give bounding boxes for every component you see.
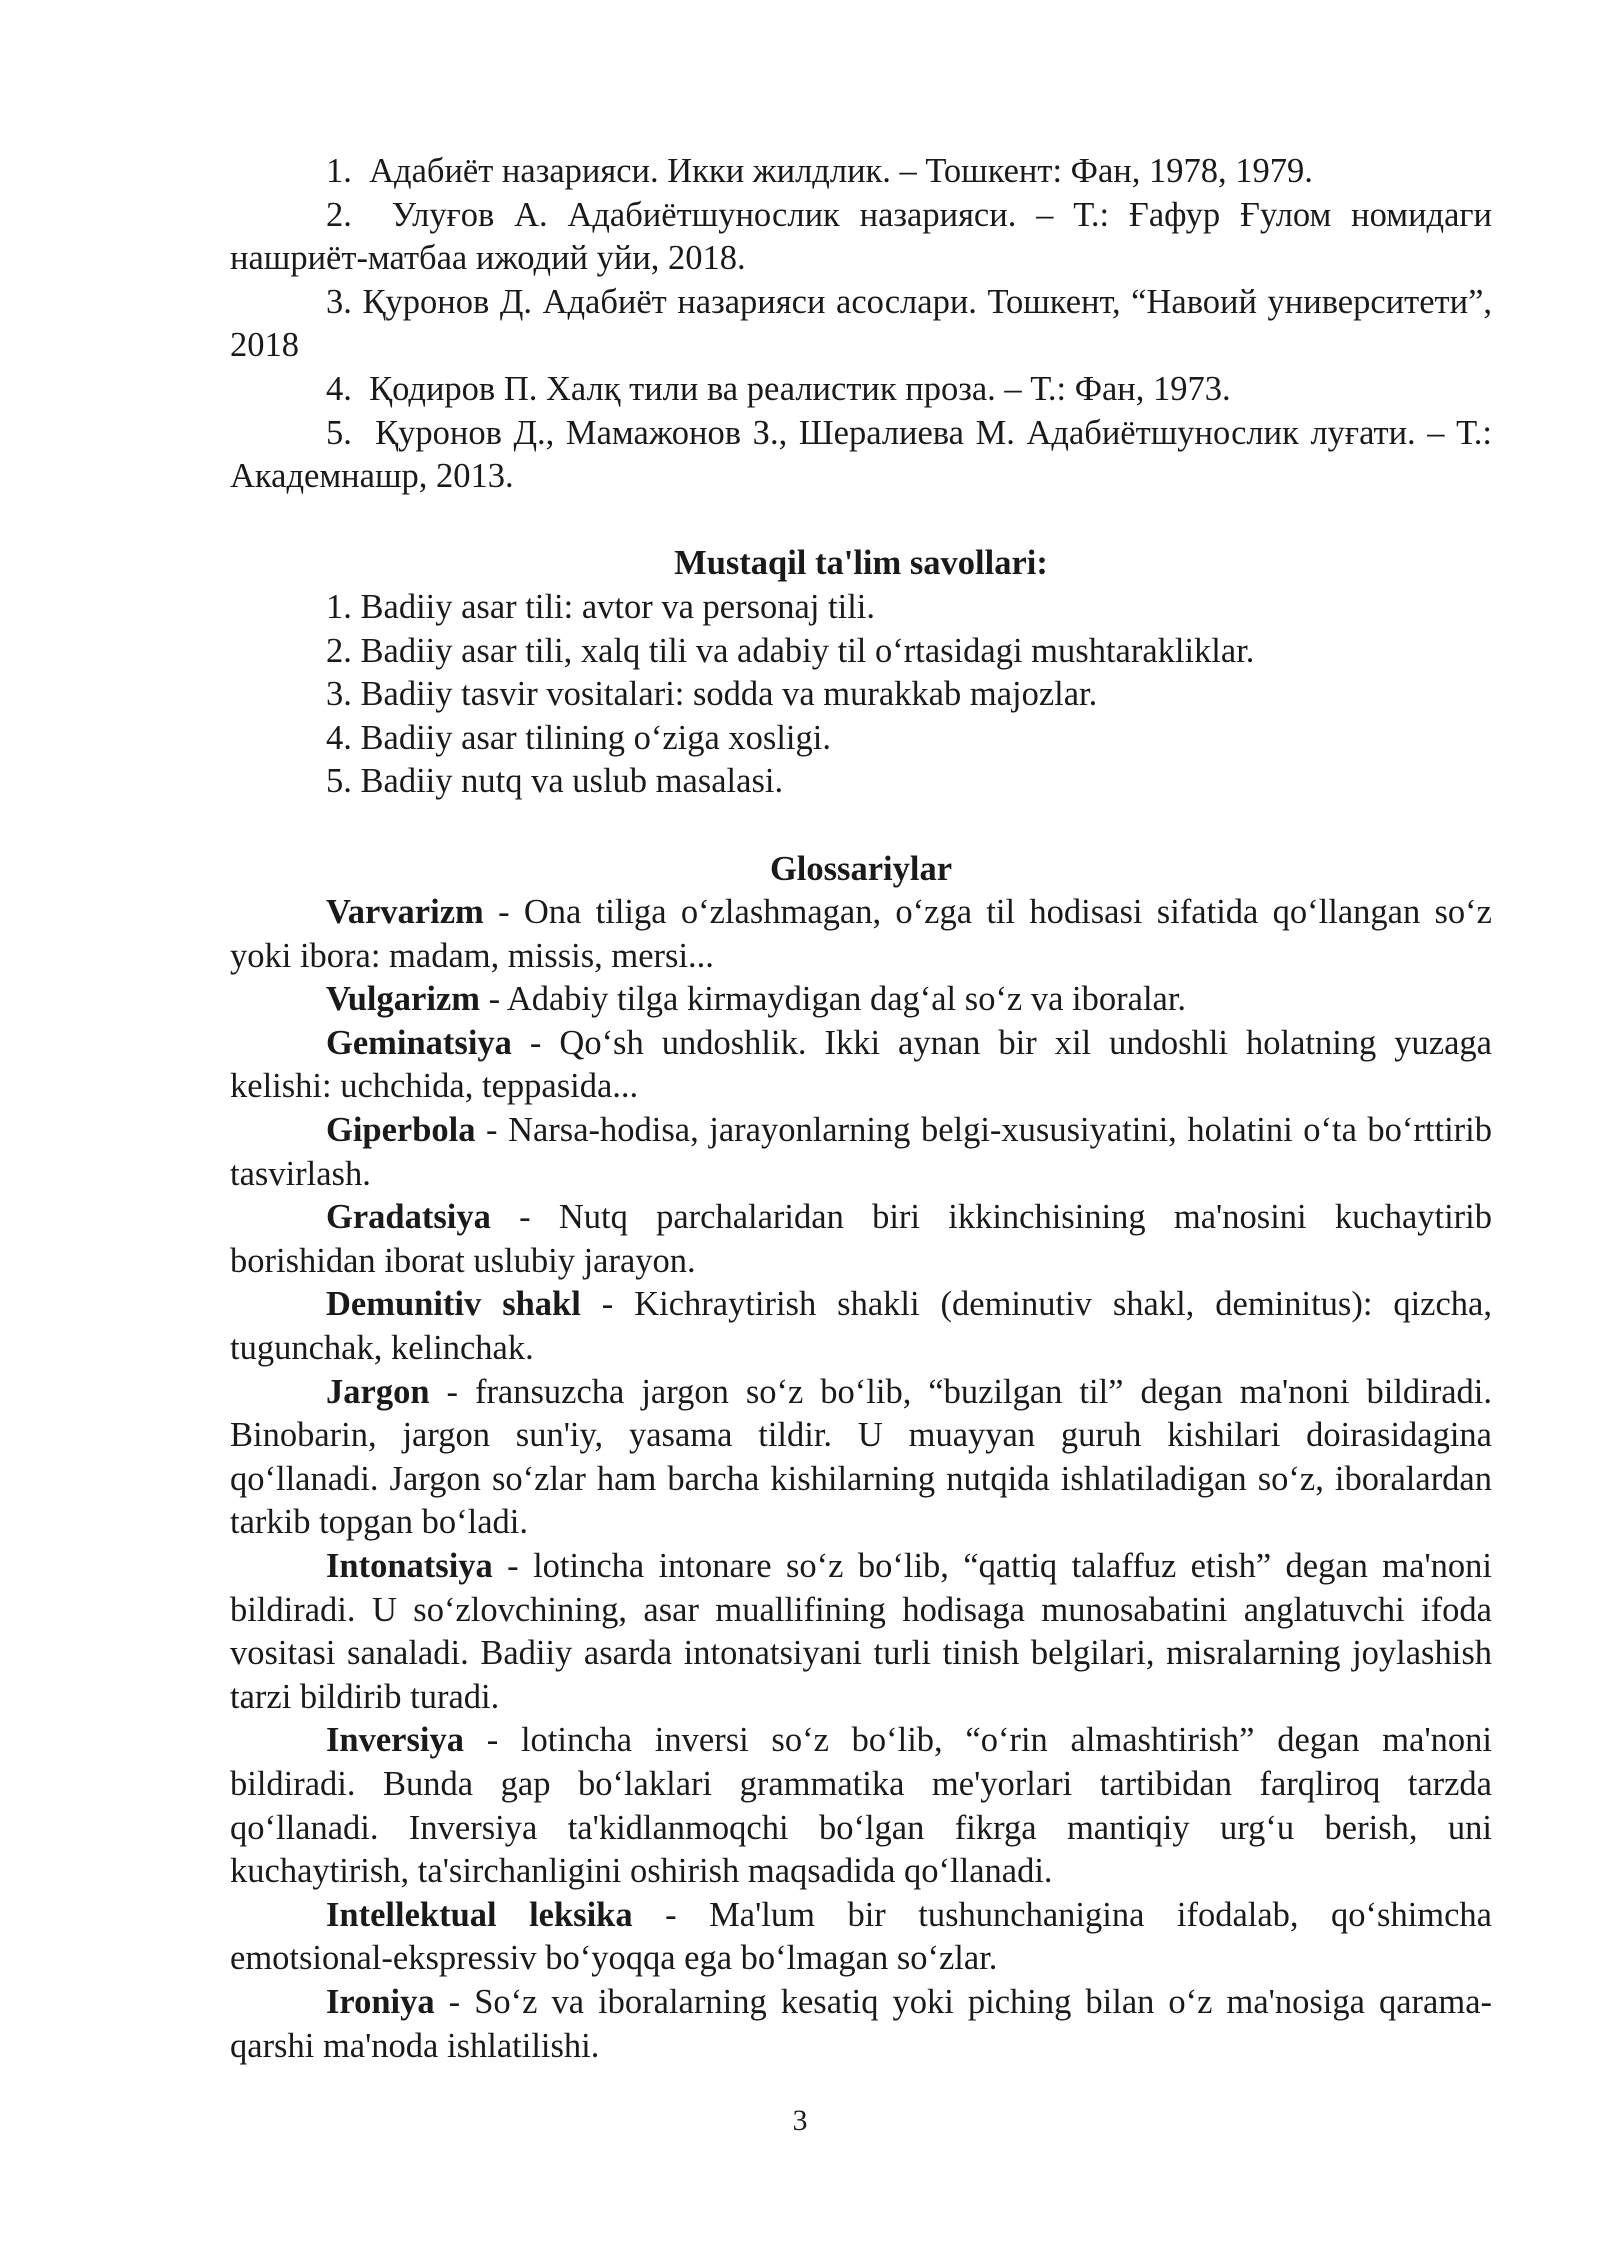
reference-number: 4.	[326, 369, 352, 408]
glossary-definition: - Kichraytirish shakli (deminutiv shakl, deminitus): qizcha, tugunchak, kelinchak.	[230, 1285, 1492, 1368]
glossary-entry	[230, 1109, 1492, 1196]
questions-list	[230, 586, 1492, 804]
glossary-definition: - Nutq parchalaridan biri ikkinchisining ma'nosini kuchaytirib borishidan iborat uslubiy jarayon.	[230, 1198, 1492, 1280]
reference-text: Қуронов Д., Мамажонов З., Шералиева М. Адабиётшунослик луғати. – Т.: Академнашр, 2013.	[230, 413, 1492, 496]
glossary-definition: - Narsa-hodisa, jarayonlarning belgi-xususiyatini, holatini oʻta boʻrttirib tasvirlash.	[230, 1111, 1492, 1193]
glossary-definition: - Ona tiliga oʻzlashmagan, oʻzga til hodisasi sifatida qoʻllangan soʻz yoki ibora: madam, missis, mersi...	[230, 893, 1492, 975]
glossary-term: Intonatsiya	[326, 1547, 493, 1585]
glossary-entry	[230, 1894, 1492, 1981]
glossary-definition: - lotincha intonare soʻz boʻlib, “qattiq talaffuz etish” degan ma'noni bildiradi. U soʻzlovchining, asar muallifining hodisaga munosabatini anglatuvchi ifoda vositasi sanaladi. Badiiy asarda intonatsiyani turli tinish belgilari, misralarning joylashish tarzi bildirib turadi.	[230, 1547, 1492, 1716]
document-page	[230, 150, 1492, 2068]
page-number: 3	[792, 2104, 808, 2137]
glossary-entry	[230, 1022, 1492, 1109]
glossary-title: Glossariylar	[769, 849, 953, 888]
glossary-entry	[230, 1196, 1492, 1283]
spacer	[230, 499, 1492, 543]
reference-number: 1.	[326, 152, 352, 190]
question-item: 3. Badiiy tasvir vositalari: sodda va murakkab majozlar.	[326, 675, 1098, 714]
reference-number: 3.	[326, 282, 352, 321]
glossary-entry	[230, 1981, 1492, 2068]
reference-list	[230, 150, 1492, 499]
glossary-definition: - Qoʻsh undoshlik. Ikki aynan bir xil undoshli holatning yuzaga kelishi: uchchida, teppasida...	[230, 1023, 1492, 1106]
glossary-entry	[230, 1545, 1492, 1719]
glossary-term: Intellektual leksika	[326, 1895, 633, 1934]
glossary-definition: - Ma'lum bir tushunchanigina ifodalab, qoʻshimcha emotsional-ekspressiv boʻyoqqa ega boʻlmagan soʻzlar.	[230, 1895, 1492, 1978]
question-item: 5. Badiiy nutq va uslub masalasi.	[326, 762, 784, 801]
reference-text: Адабиёт назарияси. Икки жилдлик. – Тошкент: Фан, 1978, 1979.	[369, 152, 1313, 190]
glossary-term: Giperbola	[326, 1111, 476, 1150]
question-item: 2. Badiiy asar tili, xalq tili va adabiy til oʻrtasidagi mushtarakliklar.	[326, 631, 1255, 670]
glossary-term: Inversiya	[326, 1721, 464, 1760]
questions-title: Mustaqil ta'lim savollari:	[674, 544, 1048, 583]
reference-text: Улуғов А. Адабиётшунослик назарияси. – Т.: Ғафур Ғулом номидаги нашриёт-матбаа ижодий уйи, 2018.	[230, 195, 1493, 278]
glossary-term: Jargon	[326, 1372, 430, 1411]
glossary-entry	[230, 891, 1492, 978]
glossary-list	[230, 891, 1492, 2068]
glossary-term: Varvarizm	[326, 893, 484, 932]
glossary-definition: - Soʻz va iboralarning kesatiq yoki piching bilan oʻz ma'nosiga qarama-qarshi ma'noda ishlatilishi.	[230, 1982, 1492, 2065]
reference-number: 5.	[326, 413, 352, 452]
glossary-definition: - Adabiy tilga kirmaydigan dagʻal soʻz va iboralar.	[479, 980, 1187, 1019]
question-item: 4. Badiiy asar tilining oʻziga xosligi.	[326, 718, 831, 757]
glossary-entry	[230, 978, 1492, 1022]
glossary-definition: - lotincha inversi soʻz boʻlib, “oʻrin almashtirish” degan ma'noni bildiradi. Bunda gap boʻlaklari grammatika me'yorlari tartibidan farqliroq tarzda qoʻllanadi. Inversiya ta'kidlanmoqchi boʻlgan fikrga mantiqiy urgʻu berish, uni kuchaytirish, ta'sirchanligini oshirish maqsadida qoʻllanadi.	[230, 1721, 1492, 1891]
glossary-term: Vulgarizm	[326, 980, 480, 1019]
reference-item	[230, 150, 1492, 194]
glossary-term: Geminatsiya	[326, 1023, 512, 1062]
glossary-term: Ironiya	[326, 1982, 435, 2021]
reference-item	[230, 194, 1492, 281]
glossary-entry	[230, 1719, 1492, 1893]
question-item: 1. Badiiy asar tili: avtor va personaj tili.	[326, 587, 876, 626]
glossary-entry	[230, 1283, 1492, 1370]
glossary-entry	[230, 1371, 1492, 1545]
reference-item	[230, 368, 1492, 412]
spacer	[230, 804, 1492, 848]
glossary-definition: - fransuzcha jargon soʻz boʻlib, “buzilgan til” degan ma'noni bildiradi. Binobarin, jargon sun'iy, yasama tildir. U muayyan guruh kishilari doirasidagina qoʻllanadi. Jargon soʻzlar ham barcha kishilarning nutqida ishlatiladigan soʻz, iboralardan tarkib topgan boʻladi.	[230, 1372, 1492, 1542]
reference-text: Қодиров П. Халқ тили ва реалистик проза. – Т.: Фан, 1973.	[369, 369, 1231, 408]
reference-text: Қуронов Д. Адабиёт назарияси асослари. Тошкент, “Навоий университети”, 2018	[230, 282, 1493, 365]
reference-number: 2.	[326, 195, 352, 234]
reference-item	[230, 281, 1492, 368]
glossary-term: Gradatsiya	[326, 1198, 491, 1237]
glossary-term: Demunitiv shakl	[326, 1285, 581, 1324]
reference-item	[230, 412, 1492, 499]
